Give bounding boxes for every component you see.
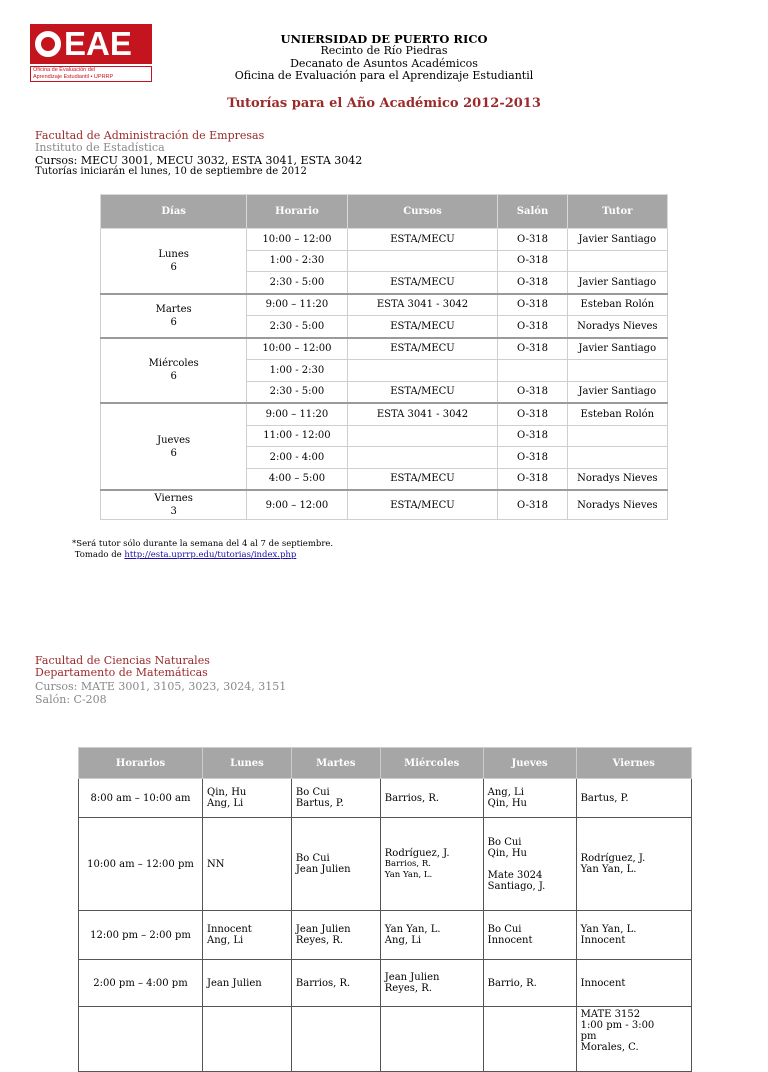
- table-cell: ESTA/MECU: [347, 490, 498, 520]
- tutor-name: Innocent: [580, 935, 626, 946]
- tutor-name: Reyes, R.: [384, 983, 432, 994]
- tutor-cell: [203, 818, 292, 911]
- tutor-name: Santiago, J.: [487, 880, 546, 892]
- tutor-name: Yan Yan, L.: [580, 864, 637, 875]
- tutor-name: Rodríguez, J.: [580, 853, 646, 864]
- table-cell: Esteban Rolón: [567, 403, 667, 425]
- table-cell: O-318: [498, 381, 567, 403]
- table-cell: ESTA/MECU: [347, 468, 498, 490]
- tutor-name: Bartus, P.: [580, 792, 629, 804]
- tutor-name: [488, 859, 572, 870]
- t1-header: Horario: [247, 195, 347, 229]
- tutor-cell: [576, 960, 691, 1007]
- table-cell: [347, 447, 498, 469]
- table-cell: O-318: [498, 403, 567, 425]
- day-count: 6: [170, 316, 177, 328]
- tutor-name: Bo Cui: [487, 836, 522, 848]
- tutor-cell: [483, 911, 576, 960]
- tutor-cell: [483, 1007, 576, 1072]
- table-cell: 2:00 - 4:00: [247, 447, 347, 469]
- tutor-name: Bo Cui: [487, 924, 522, 935]
- tutor-name: MATE 3152: [580, 1009, 641, 1020]
- math-tutoring-table: [78, 747, 692, 1072]
- day-name: Miércoles: [148, 358, 199, 370]
- tutor-cell: [380, 818, 483, 911]
- table-cell: [347, 360, 498, 382]
- table-cell: O-318: [498, 468, 567, 490]
- page-title: Tutorías para el Año Académico 2012-2013: [227, 96, 541, 111]
- table-cell: [567, 425, 667, 447]
- table-row: [101, 294, 668, 316]
- table-row: [79, 911, 692, 960]
- table-row: [101, 403, 668, 425]
- tutor-name: Ang, Li: [384, 935, 422, 946]
- tutor-name: Innocent: [207, 924, 252, 935]
- office-name: Oficina de Evaluación para el Aprendizaje Estudiantil: [234, 69, 534, 82]
- table-cell: 11:00 - 12:00: [247, 425, 347, 447]
- day-cell: [101, 490, 247, 520]
- table-cell: O-318: [498, 447, 567, 469]
- time-cell: 8:00 am – 10:00 am: [79, 779, 203, 818]
- logo-sub-2: Aprendizaje Estudiantil • UPRRP: [33, 74, 114, 80]
- day-name: Viernes: [154, 493, 193, 504]
- tutor-name: [488, 1034, 572, 1045]
- table-cell: Noradys Nieves: [567, 316, 667, 338]
- tutor-name: Jean Julien: [207, 977, 262, 989]
- t1-header: Salón: [498, 195, 567, 229]
- tutor-name: Qin, Hu: [207, 787, 247, 798]
- source-prefix: Tomado de: [74, 549, 125, 560]
- table-cell: ESTA/MECU: [347, 316, 498, 338]
- table-cell: 10:00 – 12:00: [247, 229, 347, 251]
- table-cell: 4:00 – 5:00: [247, 468, 347, 490]
- tutor-name: [385, 1034, 479, 1045]
- faculty-natural-sciences: Facultad de Ciencias Naturales: [35, 654, 210, 667]
- time-cell: 2:00 pm – 4:00 pm: [79, 960, 203, 1007]
- table-cell: ESTA 3041 - 3042: [347, 403, 498, 425]
- tutor-cell: [483, 818, 576, 911]
- table-row: [79, 960, 692, 1007]
- tutor-cell: [291, 818, 380, 911]
- tutor-cell: [203, 960, 292, 1007]
- table-cell: [498, 360, 567, 382]
- tutor-name: [207, 1034, 287, 1045]
- tutor-cell: [380, 911, 483, 960]
- t1-header: Tutor: [567, 195, 667, 229]
- table-cell: 9:00 – 12:00: [247, 490, 347, 520]
- tutor-name: Jean Julien: [384, 972, 440, 983]
- day-cell: [101, 294, 247, 338]
- faculty-business: Facultad de Administración de Empresas: [35, 129, 265, 142]
- tutor-cell: [291, 1007, 380, 1072]
- tutor-cell: [380, 779, 483, 818]
- tutor-cell: [291, 779, 380, 818]
- tutor-cell: [483, 779, 576, 818]
- table-cell: Javier Santiago: [567, 381, 667, 403]
- dept-mathematics: Departamento de Matemáticas: [35, 666, 208, 679]
- tutor-name: Ang, Li: [207, 798, 244, 809]
- tutor-name: Jean Julien: [295, 924, 351, 935]
- table-row: [101, 338, 668, 360]
- day-count: 6: [170, 371, 177, 383]
- table-cell: ESTA/MECU: [347, 229, 498, 251]
- university-name: UNIERSIDAD DE PUERTO RICO: [280, 32, 488, 46]
- tutor-name: pm: [580, 1031, 597, 1042]
- time-cell: 12:00 pm – 2:00 pm: [79, 911, 203, 960]
- tutor-cell: [380, 960, 483, 1007]
- table-row: [101, 229, 668, 251]
- table-row: [79, 1007, 692, 1072]
- tutor-name: Ang, Li: [207, 935, 244, 946]
- table-cell: Noradys Nieves: [567, 468, 667, 490]
- table-cell: 9:00 – 11:20: [247, 403, 347, 425]
- tutor-name: Bartus, P.: [295, 798, 344, 809]
- tutor-note: *Será tutor sólo durante la semana del 4 al 7 de septiembre.: [72, 539, 334, 549]
- tutor-name: Mate 3024: [487, 869, 543, 881]
- tutor-name: Yan Yan, L.: [580, 924, 637, 935]
- table-cell: ESTA/MECU: [347, 338, 498, 360]
- tutor-cell: [576, 779, 691, 818]
- table-cell: O-318: [498, 316, 567, 338]
- table-cell: Javier Santiago: [567, 272, 667, 294]
- tutor-cell: [291, 911, 380, 960]
- tutor-name: Barrio, R.: [487, 977, 537, 989]
- source-link[interactable]: http://esta.uprrp.edu/tutorias/index.php: [124, 549, 297, 560]
- tutor-name: Morales, C.: [580, 1042, 639, 1053]
- tutor-cell: [576, 1007, 691, 1072]
- tutor-name: Barrios, R.: [384, 792, 440, 804]
- logo-word: EAE: [64, 25, 132, 62]
- tutor-name: Barrios, R.: [295, 977, 351, 989]
- time-cell: 10:00 am – 12:00 pm: [79, 818, 203, 911]
- day-name: Lunes: [158, 248, 189, 260]
- tutor-cell: [380, 1007, 483, 1072]
- day-count: 3: [170, 506, 177, 517]
- table-cell: 2:30 - 5:00: [247, 272, 347, 294]
- logo-o-ring: [35, 31, 61, 57]
- t2-header: Miércoles: [380, 748, 483, 779]
- t1-header: Días: [101, 195, 247, 229]
- t2-header: Lunes: [203, 748, 292, 779]
- tutor-cell: [576, 911, 691, 960]
- tutor-name: Reyes, R.: [295, 935, 344, 946]
- table-cell: [567, 360, 667, 382]
- logo-sub-1: Oficina de Evaluación del: [33, 67, 96, 73]
- table-cell: 10:00 – 12:00: [247, 338, 347, 360]
- institute-statistics: Instituto de Estadística: [35, 141, 165, 154]
- tutor-name: Bo Cui: [295, 853, 330, 864]
- tutor-name: Yan Yan, L.: [384, 869, 433, 880]
- table-cell: Javier Santiago: [567, 338, 667, 360]
- table-cell: Javier Santiago: [567, 229, 667, 251]
- day-cell: [101, 338, 247, 404]
- table-cell: O-318: [498, 338, 567, 360]
- table-cell: ESTA/MECU: [347, 381, 498, 403]
- tutor-name: [296, 1034, 376, 1045]
- table-cell: [567, 447, 667, 469]
- table-cell: O-318: [498, 250, 567, 272]
- table-row: [79, 779, 692, 818]
- courses-statistics: Cursos: MECU 3001, MECU 3032, ESTA 3041, ESTA 3042: [35, 154, 363, 167]
- time-cell: [79, 1007, 203, 1072]
- campus-name: Recinto de Río Piedras: [320, 44, 448, 57]
- tutor-cell: [576, 818, 691, 911]
- tutoring-schedule-table: [100, 194, 668, 520]
- day-count: 6: [170, 261, 177, 273]
- table-cell: Esteban Rolón: [567, 294, 667, 316]
- tutor-name: Qin, Hu: [487, 847, 527, 859]
- start-date-note: Tutorías iniciarán el lunes, 10 de septiembre de 2012: [35, 166, 307, 177]
- t1-header: Cursos: [347, 195, 498, 229]
- tutor-cell: [203, 911, 292, 960]
- tutor-cell: [291, 960, 380, 1007]
- table-cell: 1:00 - 2:30: [247, 250, 347, 272]
- room-math: Salón: C-208: [35, 693, 107, 706]
- t2-header: Horarios: [79, 748, 203, 779]
- table-cell: O-318: [498, 425, 567, 447]
- day-name: Jueves: [157, 434, 191, 446]
- table-cell: O-318: [498, 229, 567, 251]
- table-cell: [347, 425, 498, 447]
- oeae-logo: [30, 24, 152, 82]
- day-cell: [101, 403, 247, 490]
- table-cell: O-318: [498, 272, 567, 294]
- table-cell: O-318: [498, 294, 567, 316]
- table-cell: ESTA 3041 - 3042: [347, 294, 498, 316]
- table-cell: ESTA/MECU: [347, 272, 498, 294]
- table-cell: 2:30 - 5:00: [247, 381, 347, 403]
- tutor-cell: [203, 1007, 292, 1072]
- tutor-cell: [483, 960, 576, 1007]
- source-note: [72, 539, 333, 560]
- table-row: [79, 818, 692, 911]
- table-cell: Noradys Nieves: [567, 490, 667, 520]
- tutor-name: Barrios, R.: [384, 858, 431, 869]
- table-row: [101, 490, 668, 520]
- day-cell: [101, 229, 247, 294]
- table-cell: [347, 250, 498, 272]
- t2-header: Viernes: [576, 748, 691, 779]
- tutor-name: Bo Cui: [295, 787, 330, 798]
- tutor-name: Innocent: [580, 977, 626, 989]
- table-cell: 2:30 - 5:00: [247, 316, 347, 338]
- table-cell: O-318: [498, 490, 567, 520]
- tutor-cell: [203, 779, 292, 818]
- table-cell: 9:00 – 11:20: [247, 294, 347, 316]
- deanship-name: Decanato de Asuntos Académicos: [290, 57, 478, 70]
- tutor-name: Rodríguez, J.: [384, 847, 450, 859]
- t2-header: Jueves: [483, 748, 576, 779]
- tutor-name: Jean Julien: [295, 864, 351, 875]
- tutor-name: NN: [207, 858, 225, 870]
- day-name: Martes: [155, 303, 192, 315]
- tutor-name: Ang, Li: [487, 787, 524, 798]
- courses-math: Cursos: MATE 3001, 3105, 3023, 3024, 3151: [35, 680, 287, 693]
- day-count: 6: [170, 447, 177, 459]
- table-cell: [567, 250, 667, 272]
- tutor-name: Innocent: [487, 935, 533, 946]
- tutor-name: 1:00 pm - 3:00: [580, 1020, 655, 1031]
- tutor-name: Yan Yan, L.: [384, 924, 441, 935]
- table-cell: 1:00 - 2:30: [247, 360, 347, 382]
- t2-header: Martes: [291, 748, 380, 779]
- tutor-name: Qin, Hu: [487, 798, 527, 809]
